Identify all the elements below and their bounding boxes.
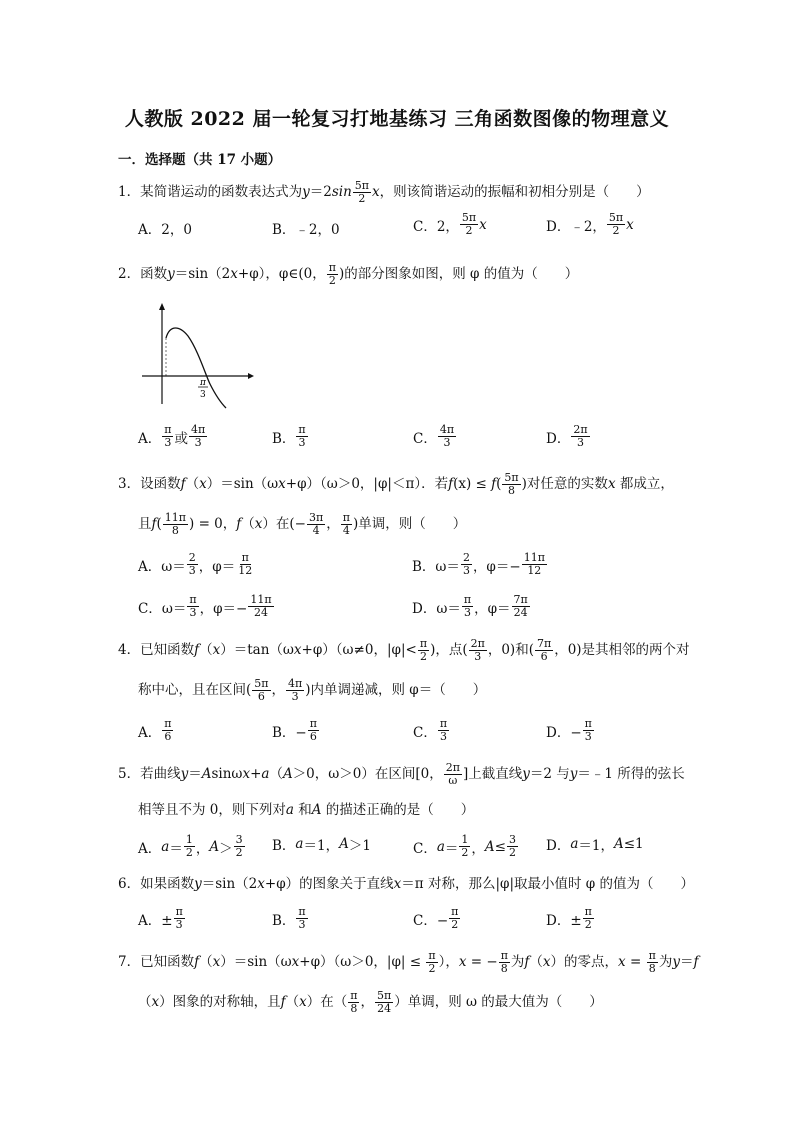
option-c[interactable]: C．2， $\frac{5\pi}{2}$ x — [413, 211, 487, 237]
option-a[interactable]: A．2，0 — [138, 222, 192, 238]
option-b[interactable]: B． $\frac{\pi}{3}$ — [272, 423, 306, 449]
y-axis-arrow — [159, 303, 165, 310]
option-c[interactable]: C． $\frac{4\pi}{3}$ — [413, 423, 455, 449]
option-a[interactable]: A． $\frac{\pi}{3}$ 或 $\frac{4\pi}{3}$ — [138, 423, 206, 449]
question-5: 5．若曲线y＝Asinωx+a（A＞0，ω＞0）在区间[0， $\frac{2\pi}{\omega}$ ]上截直线y＝2 与y＝﹣1 所得的弦长 — [118, 761, 685, 787]
section-heading: 一．选择题（共 17 小题） — [118, 152, 282, 168]
question-3: 3．设函数f（x）＝sin（ωx+φ）（ω＞0，|φ|＜π）．若f(x) ≤ f( $\frac{5\pi}{8}$ )对任意的实数x 都成立， — [118, 471, 674, 497]
x-axis-arrow — [248, 373, 254, 379]
tick-label-pi: π — [200, 378, 206, 388]
option-b[interactable]: B．﹣2，0 — [272, 222, 340, 238]
option-d[interactable]: D． a ＝1， A ≤1 — [546, 836, 644, 854]
question-5-line-2: 相等且不为 0，则下列对a 和A 的描述正确的是（ ） — [138, 802, 475, 818]
option-b[interactable]: B． a ＝1， A ＞1 — [272, 836, 371, 854]
question-4-options — [138, 718, 698, 748]
question-2-options — [138, 424, 698, 454]
question-2: 2．函数y＝sin（2x+φ），φ∈(0， $\frac{\pi}{2}$ )的部分图象如图，则 φ 的值为（ ） — [118, 261, 579, 287]
question-5-options — [138, 834, 698, 864]
option-a[interactable]: A．ω＝ $\frac{2}{3}$ ，φ＝ $\frac{\pi}{12}$ — [138, 551, 253, 577]
option-a[interactable]: A． $\frac{\pi}{6}$ — [138, 717, 172, 743]
sine-curve — [166, 328, 226, 408]
option-b[interactable]: B．− $\frac{\pi}{6}$ — [272, 717, 317, 743]
question-6-options — [138, 906, 698, 936]
sine-graph-figure — [140, 300, 260, 410]
option-a[interactable]: A．± $\frac{\pi}{3}$ — [138, 905, 183, 931]
tick-label-3: 3 — [200, 390, 206, 400]
page-title: 人教版 2022 届一轮复习打地基练习 三角函数图像的物理意义 — [124, 108, 670, 130]
question-6: 6．如果函数y＝sin（2x+φ）的图象关于直线x＝π 对称，那么|φ|取最小值时 φ 的值为（ ） — [118, 876, 695, 892]
question-1-options — [138, 211, 698, 248]
question-3-line-2: 且f( $\frac{11\pi}{8}$ ) = 0，f（x）在(− $\frac{3\pi}{4}$ ， $\frac{\pi}{4}$ )单调，则（ ） — [138, 511, 467, 537]
question-7: 7．已知函数f（x）＝sin（ωx+φ）（ω＞0，|φ| ≤ $\frac{\pi}{2}$ ），x = − $\frac{\pi}{8}$ 为f（x）的零点，x = $\frac{\pi}{8}$ 为y＝f — [118, 949, 699, 975]
question-3-options-row-1 — [138, 552, 698, 582]
option-b[interactable]: B． $\frac{\pi}{3}$ — [272, 905, 306, 931]
option-c[interactable]: C． $\frac{\pi}{3}$ — [413, 717, 448, 743]
question-7-line-2: （x）图象的对称轴，且f（x）在（ $\frac{\pi}{8}$ ， $\frac{5\pi}{24}$ ）单调，则 ω 的最大值为（ ） — [138, 989, 603, 1015]
option-c[interactable]: C． a ＝ $\frac{1}{2}$ ， A ≤ $\frac{3}{2}$ — [413, 833, 516, 859]
option-d[interactable]: D． $\frac{2\pi}{3}$ — [546, 423, 588, 449]
option-c[interactable]: C．− $\frac{\pi}{2}$ — [413, 905, 459, 931]
option-c[interactable]: C．ω＝ $\frac{\pi}{3}$ ，φ＝− $\frac{11\pi}{24}$ — [138, 593, 272, 619]
option-d[interactable]: D．ω＝ $\frac{\pi}{3}$ ，φ＝ $\frac{7\pi}{24}$ — [412, 593, 528, 619]
question-1: 1．某简谐运动的函数表达式为y＝2sin $\frac{5\pi}{2}$ x，则该简谐运动的振幅和初相分别是（ ） — [118, 179, 650, 205]
option-b[interactable]: B．ω＝ $\frac{2}{3}$ ，φ＝− $\frac{11\pi}{12}$ — [412, 551, 545, 577]
question-4: 4．已知函数f（x）＝tan（ωx+φ）（ω≠0，|φ|< $\frac{\pi}{2}$ )，点( $\frac{2\pi}{3}$ ，0)和( $\frac{7\pi}{6}$ ，0)是其相邻的两个对 — [118, 637, 690, 663]
option-d[interactable]: D．﹣2， $\frac{5\pi}{2}$ x — [546, 211, 634, 237]
question-4-line-2: 称中心，且在区间( $\frac{5\pi}{6}$ ， $\frac{4\pi}{3}$ )内单调递减，则 φ＝（ ） — [138, 677, 487, 703]
question-3-options-row-2 — [138, 594, 698, 624]
option-d[interactable]: D．± $\frac{\pi}{2}$ — [546, 905, 592, 931]
option-d[interactable]: D．− $\frac{\pi}{3}$ — [546, 717, 592, 743]
option-a[interactable]: A． a ＝ $\frac{1}{2}$ ， A ＞ $\frac{3}{2}$ — [138, 833, 243, 859]
